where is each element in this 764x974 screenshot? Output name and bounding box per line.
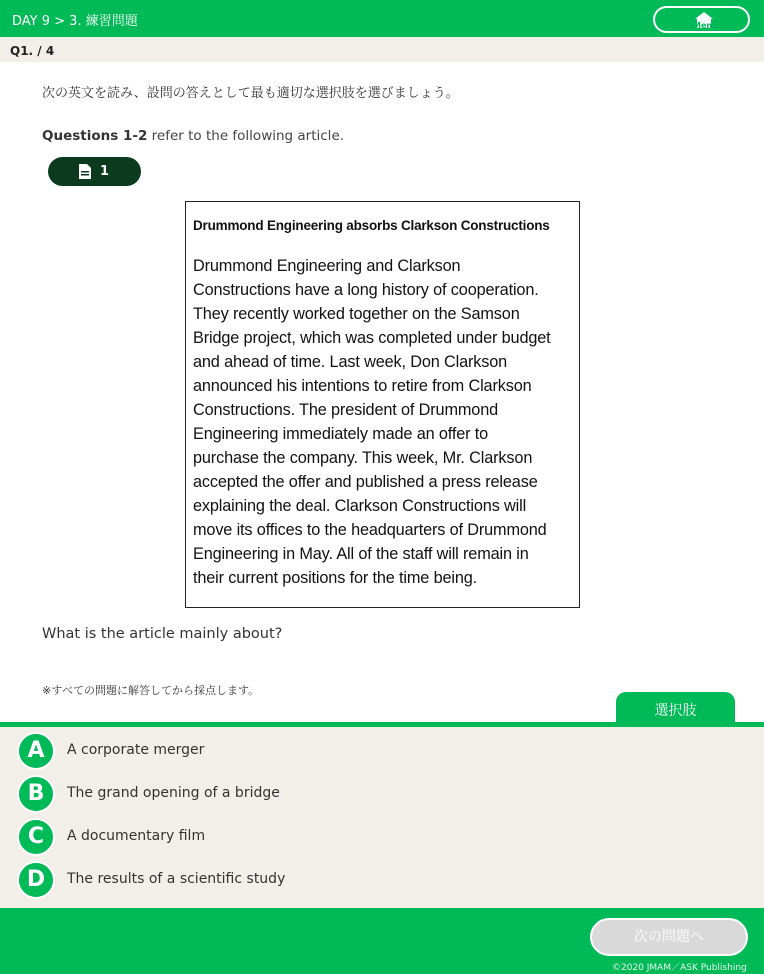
choices-tab: 選択肢 [616,692,735,724]
article-box [185,201,580,608]
menu-label: Menu [693,21,718,30]
article-line: and ahead of time. Last week, Don Clarkson [193,353,508,371]
article-line: Drummond Engineering and Clarkson [193,257,461,275]
article-body [193,254,577,590]
choice-letter: C [17,818,55,856]
article-line: Constructions have a long history of cooperation. [193,281,539,299]
article-line: purchase the company. This week, Mr. Clarkson [193,449,533,467]
menu-button[interactable] [653,6,750,33]
article-line: They recently worked together on the Samson [193,305,520,323]
question-reference-text: refer to the following article. [147,128,345,144]
choice-text: A documentary film [67,828,206,844]
question-progress-bar [0,37,764,62]
article-line: Bridge project, which was completed under budget [193,329,551,347]
question-reference [42,128,344,144]
question-number: Q1. / 4 [10,44,55,58]
scoring-note: ※すべての問題に解答してから採点します。 [42,684,260,697]
choices-panel [0,722,764,908]
article-line: explaining the deal. Clarkson Constructions will [193,497,527,515]
question-range: Questions 1-2 [42,128,148,144]
choice-c[interactable] [17,818,717,856]
choice-text: The grand opening of a bridge [67,785,280,801]
article-line: their current positions for the time being. [193,569,478,587]
choice-text: A corporate merger [67,742,205,758]
top-bar [0,0,764,37]
article-line: announced his intentions to retire from Clarkson [193,377,532,395]
choice-b[interactable] [17,775,717,813]
bottom-bar [0,908,764,974]
article-line: accepted the offer and published a press release [193,473,538,491]
next-question-button[interactable]: 次の問題へ [590,918,748,956]
document-tab-1[interactable] [48,157,141,186]
choice-letter: B [17,775,55,813]
copyright: ©2020 JMAM／ASK Publishing [612,963,747,973]
choice-letter: D [17,861,55,899]
breadcrumb: DAY 9 > 3. 練習問題 [12,14,138,29]
choice-d[interactable] [17,861,717,899]
choice-text: The results of a scientific study [67,871,286,887]
article-line: move its offices to the headquarters of Drummond [193,521,547,539]
article-line: Constructions. The president of Drummond [193,401,498,419]
article-line: Engineering in May. All of the staff will remain in [193,545,529,563]
article-line: Engineering immediately made an offer to [193,425,489,443]
choice-a[interactable] [17,732,717,770]
instruction-text: 次の英文を読み、設問の答えとして最も適切な選択肢を選びましょう。 [42,86,459,101]
article-title: Drummond Engineering absorbs Clarkson Constructions [193,218,550,233]
document-icon [79,164,91,179]
question-text: What is the article mainly about? [42,626,283,642]
document-number: 1 [100,164,110,179]
choice-letter: A [17,732,55,770]
